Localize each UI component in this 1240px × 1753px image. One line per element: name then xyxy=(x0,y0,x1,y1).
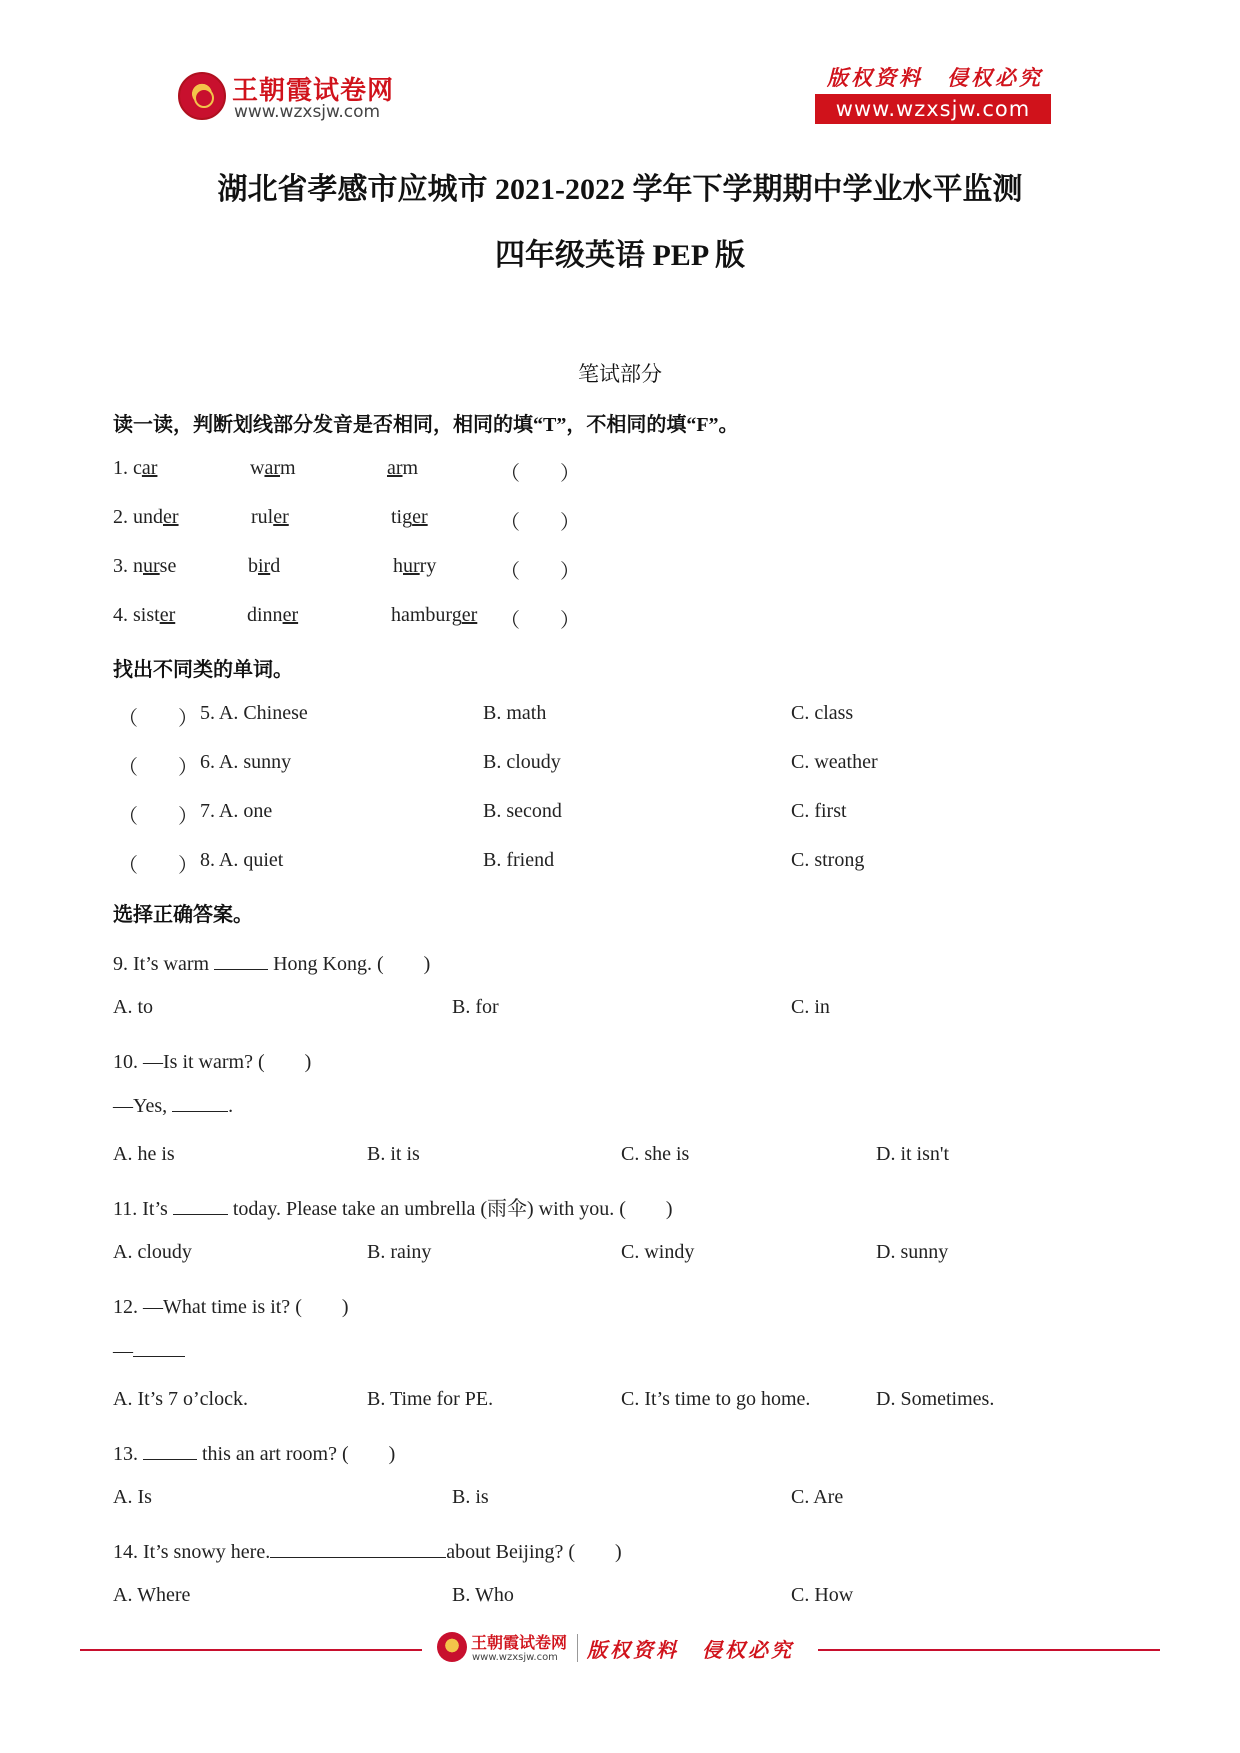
option-a: 6. A. sunny xyxy=(200,751,292,773)
question-14: 14. It’s snowy here. about Beijing? ( ) xyxy=(113,1541,622,1563)
list-item: tiger xyxy=(391,506,428,528)
option-c: C. class xyxy=(791,702,854,724)
brand-name: 王朝霞试卷网 xyxy=(232,76,395,106)
section-title: 笔试部分 xyxy=(578,362,662,386)
option-c: C. It’s time to go home. xyxy=(621,1388,811,1410)
option-c: C. windy xyxy=(621,1241,695,1263)
option-a: 5. A. Chinese xyxy=(200,702,308,724)
option-a: A. to xyxy=(113,996,153,1018)
option-b: B. second xyxy=(483,800,562,822)
list-item: 2. under xyxy=(113,506,179,528)
option-c: C. she is xyxy=(621,1143,690,1165)
answer-paren[interactable]: （ ） xyxy=(500,512,580,534)
question-10-reply: —Yes, . xyxy=(113,1095,234,1117)
url-bar: www.wzxsjw.com xyxy=(815,94,1051,124)
option-a: 7. A. one xyxy=(200,800,273,822)
brand-logo xyxy=(178,70,418,128)
option-a: A. Where xyxy=(113,1584,191,1606)
footer-divider xyxy=(818,1649,1160,1651)
option-a: 8. A. quiet xyxy=(200,849,284,871)
list-item: 1. car xyxy=(113,457,158,479)
answer-paren[interactable]: （ ） xyxy=(500,610,580,632)
list-item: hamburger xyxy=(391,604,478,626)
question-11: 11. It’s today. Please take an umbrella (雨伞) with you. ( ) xyxy=(113,1198,673,1220)
list-item: arm xyxy=(387,457,419,479)
page-title: 湖北省孝感市应城市 2021-2022 学年下学期期中学业水平监测 xyxy=(217,173,1023,206)
answer-paren[interactable]: （ ） xyxy=(118,708,198,730)
answer-blank[interactable] xyxy=(133,1339,185,1357)
option-d: D. sunny xyxy=(876,1241,949,1263)
question-12-reply: — xyxy=(113,1339,185,1363)
option-b: B. Who xyxy=(452,1584,514,1606)
question-9: 9. It’s warm Hong Kong. ( ) xyxy=(113,953,431,975)
footer-separator xyxy=(577,1634,578,1662)
option-a: A. It’s 7 o’clock. xyxy=(113,1388,248,1410)
option-a: A. Is xyxy=(113,1486,152,1508)
option-b: B. is xyxy=(452,1486,489,1508)
list-item: 4. sister xyxy=(113,604,176,626)
question-13: 13. this an art room? ( ) xyxy=(113,1443,396,1465)
part3-instruction: 选择正确答案。 xyxy=(113,904,253,926)
footer-brand-url: www.wzxsjw.com xyxy=(472,1652,558,1663)
copyright-banner xyxy=(815,62,1055,126)
list-item: warm xyxy=(250,457,296,479)
list-item: 3. nurse xyxy=(113,555,177,577)
page-subtitle: 四年级英语 PEP 版 xyxy=(494,239,745,272)
seal-icon xyxy=(437,1632,467,1662)
answer-paren[interactable]: （ ） xyxy=(500,463,580,485)
list-item: hurry xyxy=(393,555,437,577)
footer-divider xyxy=(80,1649,422,1651)
answer-blank[interactable] xyxy=(214,952,268,970)
footer-brand-name: 王朝霞试卷网 xyxy=(471,1633,568,1652)
option-c: C. first xyxy=(791,800,847,822)
part1-instruction: 读一读，判断划线部分发音是否相同，相同的填“T”，不相同的填“F”。 xyxy=(113,414,739,436)
list-item: bird xyxy=(248,555,281,577)
option-a: A. cloudy xyxy=(113,1241,192,1263)
option-a: A. he is xyxy=(113,1143,175,1165)
answer-paren[interactable]: （ ） xyxy=(118,855,198,877)
option-c: C. strong xyxy=(791,849,865,871)
option-b: B. cloudy xyxy=(483,751,561,773)
answer-blank[interactable] xyxy=(143,1442,197,1460)
option-b: B. rainy xyxy=(367,1241,432,1263)
part2-instruction: 找出不同类的单词。 xyxy=(113,659,293,681)
answer-paren[interactable]: （ ） xyxy=(118,806,198,828)
option-d: D. it isn't xyxy=(876,1143,950,1165)
option-b: B. for xyxy=(452,996,499,1018)
option-d: D. Sometimes. xyxy=(876,1388,995,1410)
option-c: C. Are xyxy=(791,1486,844,1508)
question-12: 12. —What time is it? ( ) xyxy=(113,1296,349,1318)
option-b: B. friend xyxy=(483,849,555,871)
answer-paren[interactable]: （ ） xyxy=(500,561,580,583)
footer-copyright: 版权资料 侵权必究 xyxy=(587,1638,794,1662)
question-10: 10. —Is it warm? ( ) xyxy=(113,1051,312,1073)
brand-url: www.wzxsjw.com xyxy=(234,102,381,122)
option-b: B. it is xyxy=(367,1143,420,1165)
list-item: dinner xyxy=(247,604,299,626)
seal-icon xyxy=(178,72,226,120)
option-b: B. math xyxy=(483,702,547,724)
answer-blank[interactable] xyxy=(270,1540,446,1558)
footer-logo xyxy=(437,1628,827,1672)
answer-paren[interactable]: （ ） xyxy=(118,757,198,779)
option-b: B. Time for PE. xyxy=(367,1388,494,1410)
option-c: C. How xyxy=(791,1584,854,1606)
option-c: C. weather xyxy=(791,751,878,773)
answer-blank[interactable] xyxy=(172,1094,228,1112)
answer-blank[interactable] xyxy=(173,1197,228,1215)
option-c: C. in xyxy=(791,996,830,1018)
list-item: ruler xyxy=(251,506,289,528)
copyright-text: 版权资料 侵权必究 xyxy=(827,65,1043,90)
